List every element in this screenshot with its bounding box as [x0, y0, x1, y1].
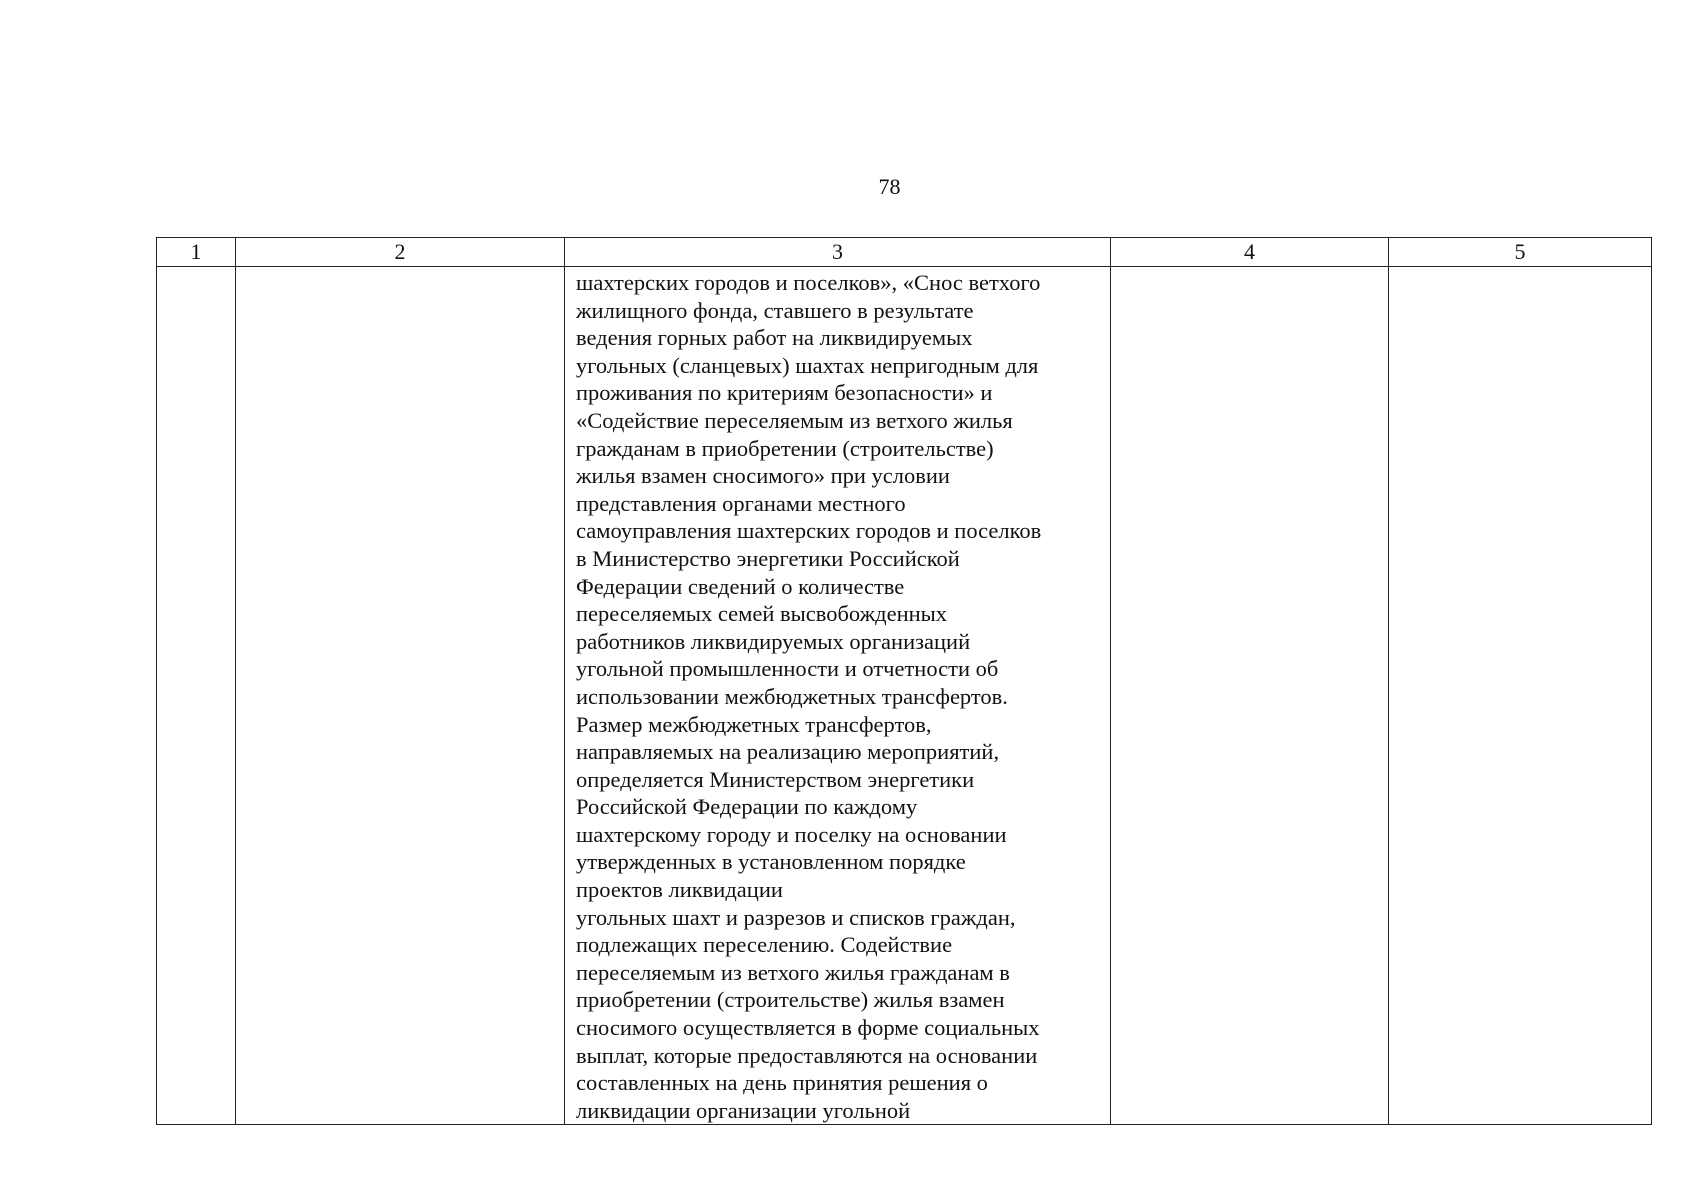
column-number-1: 1: [157, 238, 236, 267]
text-line: ликвидации организации угольной: [576, 1097, 911, 1123]
column-number-3: 3: [565, 238, 1111, 267]
text-line: проживания по критериям безопасности» и: [576, 380, 993, 406]
text-line: сносимого осуществляется в форме социальных: [576, 1015, 1040, 1041]
text-line: представления органами местного: [576, 490, 906, 516]
text-line: Размер межбюджетных трансфертов,: [576, 711, 932, 737]
text-line: Российской Федерации по каждому: [576, 794, 918, 820]
text-line: подлежащих переселению. Содействие: [576, 932, 953, 958]
text-line: угольных шахт и разрезов и списков граждан,: [576, 904, 1016, 930]
page-number: 78: [878, 174, 901, 199]
text-line: угольных (сланцевых) шахтах непригодным для: [576, 352, 1039, 378]
text-line: в Министерство энергетики Российской: [576, 545, 960, 571]
text-line: угольной промышленности и отчетности об: [576, 656, 999, 682]
text-line: жилищного фонда, ставшего в результате: [576, 297, 974, 323]
text-line: переселяемым из ветхого жилья гражданам в: [576, 959, 1010, 985]
column-number-4: 4: [1111, 238, 1389, 267]
table-row: [157, 267, 1652, 1125]
column-number-2: 2: [236, 238, 565, 267]
cell-col-2: [236, 267, 565, 1125]
text-line: жилья взамен сносимого» при условии: [576, 463, 950, 489]
column-number-5: 5: [1389, 238, 1652, 267]
document-table: [156, 237, 1652, 1125]
text-line: шахтерскому городу и поселку на основании: [576, 821, 1007, 847]
text-line: направляемых на реализацию мероприятий,: [576, 739, 1000, 765]
text-line: ведения горных работ на ликвидируемых: [576, 325, 973, 351]
text-line: шахтерских городов и поселков», «Снос ветхого: [576, 270, 1041, 295]
text-line: использовании межбюджетных трансфертов.: [576, 683, 1008, 709]
text-line: определяется Министерством энергетики: [576, 766, 975, 792]
text-line: «Содействие переселяемым из ветхого жилья: [576, 407, 1013, 433]
text-line: работников ликвидируемых организаций: [576, 628, 971, 654]
text-line: утвержденных в установленном порядке: [576, 849, 966, 875]
cell-col-1: [157, 267, 236, 1125]
text-line: составленных на день принятия решения о: [576, 1070, 988, 1096]
cell-text-body: [565, 267, 1110, 1124]
text-line: приобретении (строительстве) жилья взамен: [576, 987, 1005, 1013]
text-line: гражданам в приобретении (строительстве): [576, 435, 994, 461]
text-line: переселяемых семей высвобожденных: [576, 601, 948, 627]
text-line: Федерации сведений о количестве: [576, 573, 905, 599]
text-line: самоуправления шахтерских городов и поселков: [576, 518, 1042, 544]
cell-col-4: [1111, 267, 1389, 1125]
text-line: выплат, которые предоставляются на основании: [576, 1042, 1038, 1068]
table-header-row: [157, 238, 1652, 267]
cell-col-3: [565, 267, 1111, 1125]
cell-col-5: [1389, 267, 1652, 1125]
text-line: проектов ликвидации: [576, 877, 783, 903]
